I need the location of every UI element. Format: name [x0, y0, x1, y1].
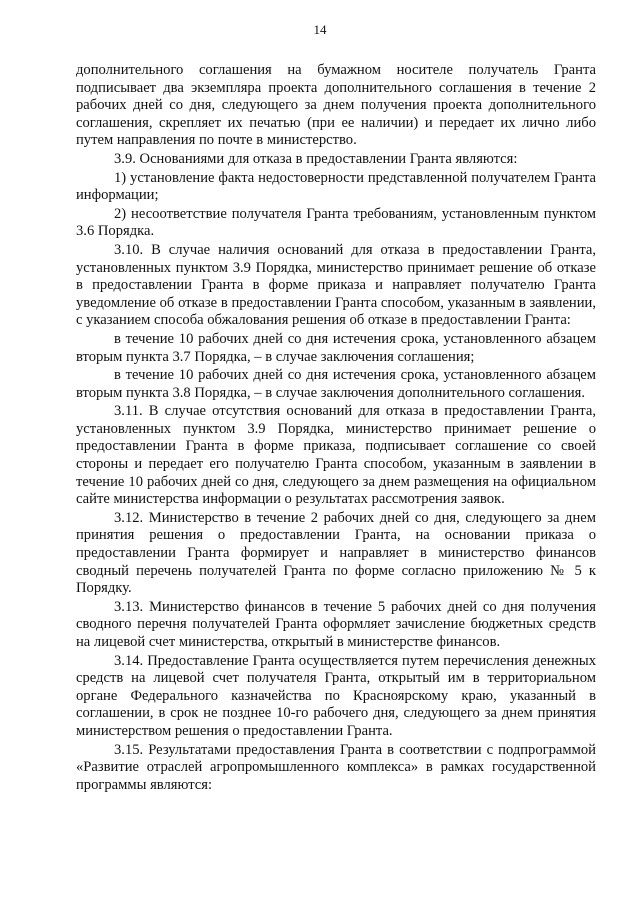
paragraph-3-12: 3.12. Министерство в течение 2 рабочих дней со дня, следующего за днем принятия решения о предоставлении Гранта, на основании приказа о предоставлении Гранта формирует и направляет в министерство финансов сводный перечень получателей Гранта по форме согласно приложению № 5 к Порядку.: [76, 509, 596, 597]
paragraph-3-10-term-2: в течение 10 рабочих дней со дня истечения срока, установленного абзацем вторым пункта 3.8 Порядка, – в случае заключения дополнительного соглашения.: [76, 367, 596, 401]
paragraph-3-10-term-1: в течение 10 рабочих дней со дня истечения срока, установленного абзацем вторым пункта 3.7 Порядка, – в случае заключения соглашения;: [76, 330, 596, 365]
paragraph-3-15: 3.15. Результатами предоставления Гранта в соответствии с подпрограммой «Развитие отраслей агропромышленного комплекса» в рамках государственной программы являются:: [76, 741, 596, 793]
paragraph-3-10: 3.10. В случае наличия оснований для отказа в предоставлении Гранта, установленных пунктом 3.9 Порядка, министерство принимает решение об отказе в предоставлении Гранта в форме приказа и направляет получателю Гранта уведомление об отказе в предоставлении Гранта способом, указанным в заявлении, с указанием способа обжалования решения об отказе в предоставлении Гранта:: [76, 241, 596, 329]
paragraph-3-11: 3.11. В случае отсутствия оснований для отказа в предоставлении Гранта, установленных пунктом 3.9 Порядка, министерство принимает решение о предоставлении Гранта в форме приказа, подписывает соглашение со своей стороны и передает его получателю Гранта способом, указанным в заявлении в течение 10 рабочих дней со дня, следующего за днем размещения на официальном сайте министерства информации о результатах рассмотрения заявок.: [76, 403, 596, 508]
paragraph-3-9-item-2: 2) несоответствие получателя Гранта требованиям, установленным пунктом 3.6 Порядка.: [76, 205, 596, 240]
paragraph-3-9: 3.9. Основаниями для отказа в предоставлении Гранта являются:: [114, 150, 518, 167]
paragraph-continuation: дополнительного соглашения на бумажном носителе получатель Гранта подписывает два экземпляра проекта дополнительного соглашения в течение 2 рабочих дней со дня, следующего за днем получения проекта дополнительного соглашения, скрепляет их печатью (при ее наличии) и передает их лично либо путем направления по почте в министерство.: [76, 62, 596, 149]
document-body: [76, 62, 596, 795]
paragraph-3-13: 3.13. Министерство финансов в течение 5 рабочих дней со дня получения сводного перечня получателей Гранта оформляет зачисление бюджетных средств на лицевой счет министерства, открытый в министерстве финансов.: [76, 598, 596, 650]
paragraph-3-9-item-1: 1) установление факта недостоверности представленной получателем Гранта информации;: [76, 169, 596, 204]
paragraph-3-14: 3.14. Предоставление Гранта осуществляется путем перечисления денежных средств на лицевой счет получателя Гранта, открытый им в территориальном органе Федерального казначейства по Красноярскому краю, указанный в соглашении, в срок не позднее 10-го рабочего дня, следующего за днем принятия министерством решения о предоставлении Гранта.: [76, 652, 596, 739]
page-number: 14: [313, 22, 327, 37]
